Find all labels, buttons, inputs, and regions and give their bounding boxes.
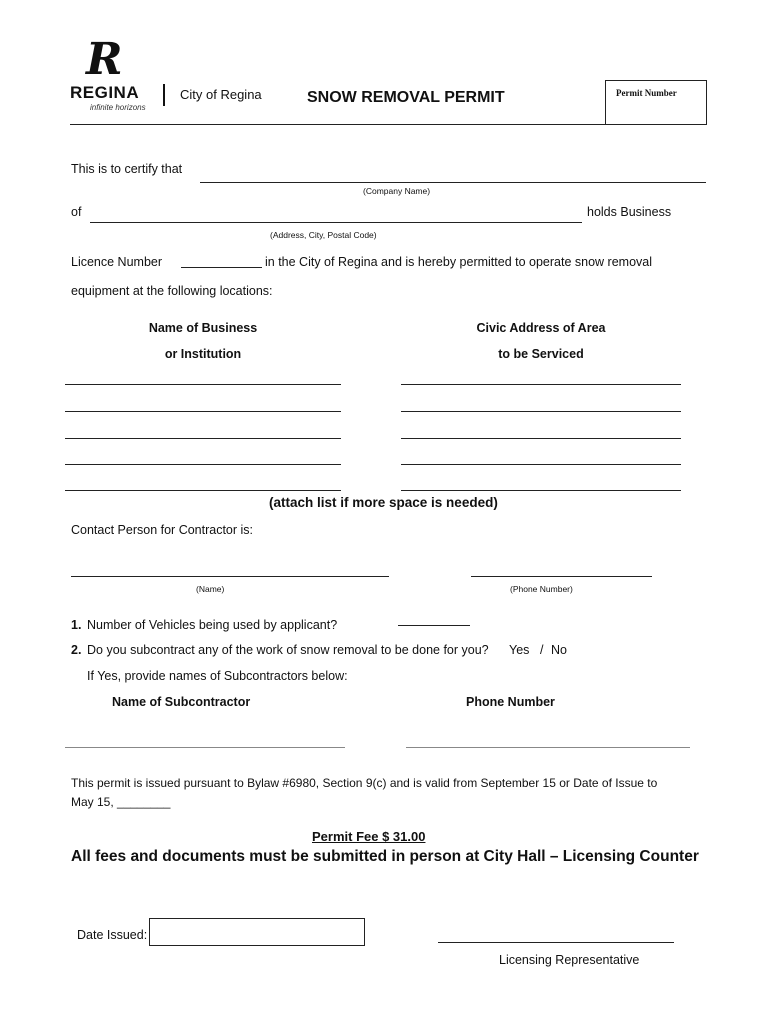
- contact-phone-caption: (Phone Number): [510, 584, 573, 594]
- attach-note: (attach list if more space is needed): [269, 495, 498, 510]
- header-rule: [70, 124, 707, 125]
- licence-number-line: [181, 267, 262, 268]
- sub-phone-input[interactable]: [406, 730, 690, 746]
- logo-letter: R: [86, 34, 121, 85]
- permit-fee: Permit Fee $ 31.00: [312, 829, 426, 844]
- of-label: of: [71, 205, 82, 219]
- location-address-line: [401, 384, 681, 385]
- location-address-input[interactable]: [401, 395, 681, 411]
- company-name-caption: (Company Name): [363, 186, 431, 196]
- location-address-input[interactable]: [401, 448, 681, 464]
- permit-number-label: Permit Number: [616, 88, 677, 98]
- location-business-line: [65, 411, 341, 412]
- address-line: [90, 222, 582, 223]
- date-issued-input[interactable]: [149, 918, 365, 946]
- logo-wordmark: REGINA: [70, 83, 140, 102]
- signature-line: [438, 942, 674, 943]
- col-business-heading-1: Name of Business: [148, 321, 258, 335]
- licence-label: Licence Number: [71, 255, 163, 269]
- contact-label: Contact Person for Contractor is:: [71, 523, 254, 537]
- sub-name-heading: Name of Subcontractor: [112, 695, 251, 709]
- location-business-input[interactable]: [65, 395, 341, 411]
- city-label: City of Regina: [180, 87, 262, 102]
- certify-intro: This is to certify that: [71, 162, 183, 176]
- contact-name-line: [71, 576, 389, 577]
- locations-text: equipment at the following locations:: [71, 284, 273, 298]
- company-name-input[interactable]: [200, 165, 706, 181]
- holds-business-text: holds Business: [587, 205, 672, 219]
- location-business-line: [65, 464, 341, 465]
- page-title: SNOW REMOVAL PERMIT: [307, 89, 505, 106]
- sub-phone-heading: Phone Number: [466, 695, 555, 709]
- logo-tagline: infinite horizons: [90, 103, 146, 112]
- col-address-heading-1: Civic Address of Area: [476, 321, 606, 335]
- vehicles-input[interactable]: [398, 610, 470, 624]
- contact-phone-line: [471, 576, 652, 577]
- company-name-line: [200, 182, 706, 183]
- location-business-line: [65, 384, 341, 385]
- date-issued-label: Date Issued:: [77, 928, 148, 942]
- contact-name-caption: (Name): [196, 584, 225, 594]
- location-business-input[interactable]: [65, 448, 341, 464]
- licensing-rep-caption: Licensing Representative: [499, 953, 640, 967]
- col-business-heading-2: or Institution: [164, 347, 242, 361]
- address-input[interactable]: [90, 205, 580, 221]
- location-address-line: [401, 438, 681, 439]
- q1-number: 1.: [71, 618, 82, 632]
- bylaw-line-2: May 15, ________: [71, 795, 171, 809]
- vehicles-line: [398, 625, 470, 626]
- location-business-input[interactable]: [65, 422, 341, 438]
- location-address-line: [401, 411, 681, 412]
- location-business-line: [65, 490, 341, 491]
- bylaw-line-1: This permit is issued pursuant to Bylaw #6980, Section 9(c) and is valid from September 15 or Date of Issue to: [71, 776, 658, 790]
- col-address-heading-2: to be Serviced: [498, 347, 584, 361]
- q2-number: 2.: [71, 643, 82, 657]
- q1-text: Number of Vehicles being used by applicant?: [87, 618, 338, 632]
- logo-divider: [163, 84, 165, 106]
- no-option[interactable]: No: [551, 643, 567, 657]
- location-address-line: [401, 464, 681, 465]
- location-address-line: [401, 490, 681, 491]
- location-address-input[interactable]: [401, 368, 681, 384]
- location-address-input[interactable]: [401, 474, 681, 490]
- licence-number-input[interactable]: [181, 253, 262, 267]
- location-address-input[interactable]: [401, 422, 681, 438]
- sub-name-line: [65, 747, 345, 748]
- yes-no-separator: /: [540, 643, 544, 657]
- location-business-input[interactable]: [65, 368, 341, 384]
- q2-text: Do you subcontract any of the work of snow removal to be done for you?: [87, 643, 489, 657]
- licence-text: in the City of Regina and is hereby permitted to operate snow removal: [265, 255, 653, 269]
- permit-number-box: [605, 80, 707, 125]
- location-business-input[interactable]: [65, 474, 341, 490]
- address-caption: (Address, City, Postal Code): [270, 230, 377, 240]
- permit-number-input[interactable]: [610, 103, 702, 121]
- sub-phone-line: [406, 747, 690, 748]
- contact-name-input[interactable]: [71, 559, 389, 575]
- contact-phone-input[interactable]: [471, 559, 652, 575]
- submission-notice: All fees and documents must be submitted in person at City Hall – Licensing Counter: [71, 848, 699, 865]
- sub-name-input[interactable]: [65, 730, 345, 746]
- yes-option[interactable]: Yes: [509, 643, 530, 657]
- subcontractor-prompt: If Yes, provide names of Subcontractors below:: [87, 669, 348, 683]
- location-business-line: [65, 438, 341, 439]
